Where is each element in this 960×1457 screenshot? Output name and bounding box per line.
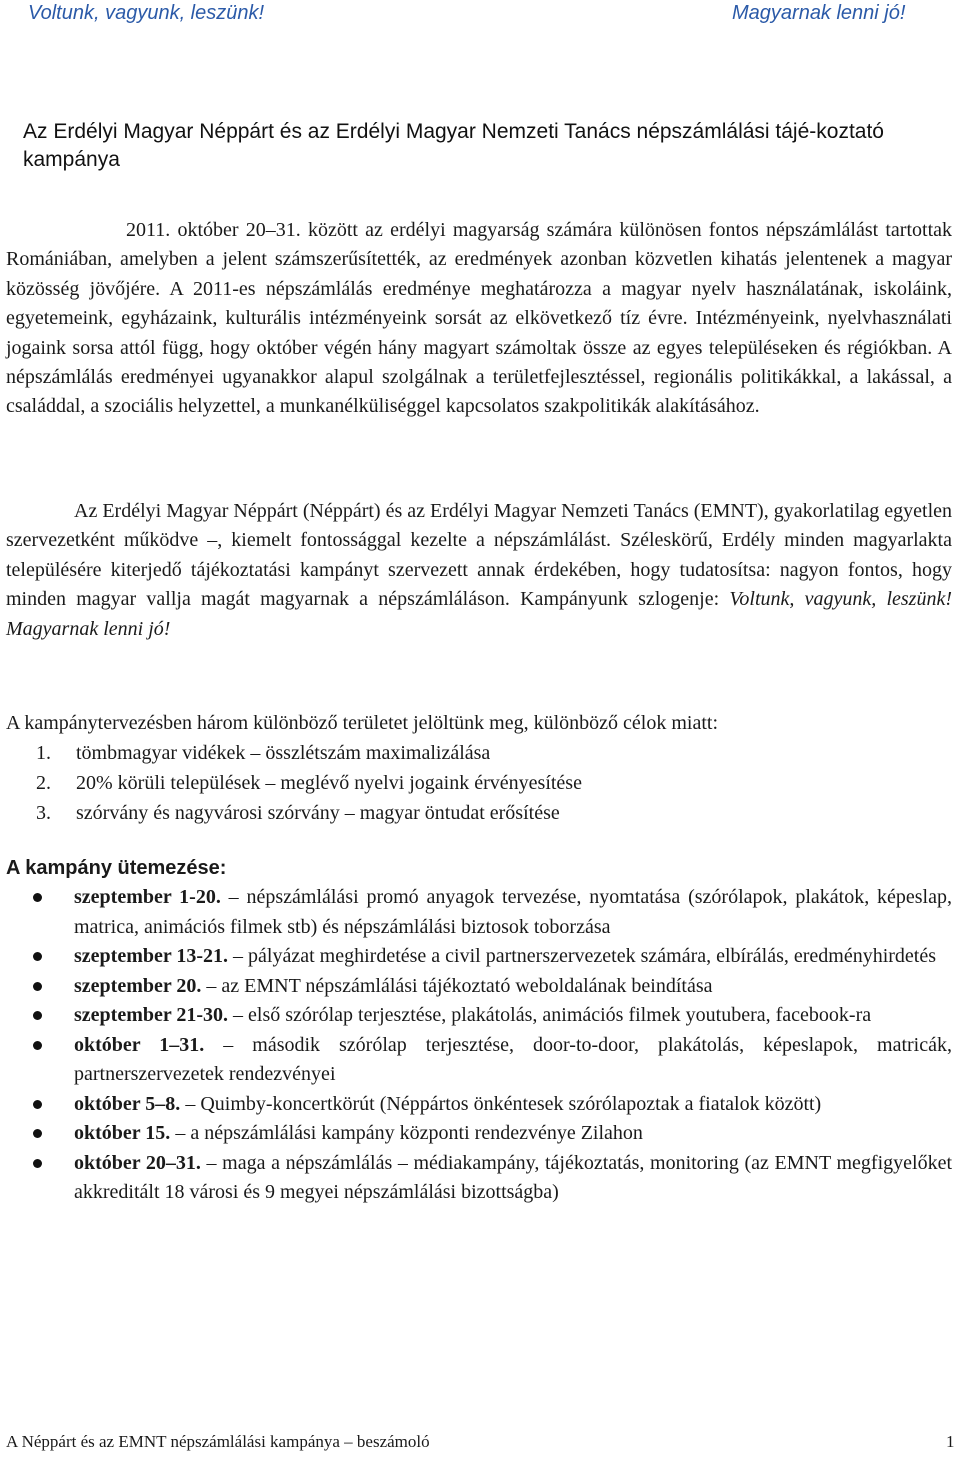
schedule-text: – az EMNT népszámlálási tájékoztató weboldalának beindítása <box>201 974 713 997</box>
schedule-text: – a népszámlálási kampány központi rendezvénye Zilahon <box>170 1122 643 1144</box>
bullet-icon <box>33 952 42 961</box>
schedule-text: – első szórólap terjesztése, plakátolás, animációs filmek youtubera, facebook-ra <box>228 1004 872 1026</box>
schedule-text: – második szórólap terjesztése, door-to-door, plakátolás, képeslapok, matricák, partnerszervezetek rendezvényei <box>74 1033 952 1085</box>
list-item <box>36 798 582 828</box>
document-title: Az Erdélyi Magyar Néppárt és az Erdélyi Magyar Nemzeti Tanács népszámlálási tájé-koztató kampánya <box>23 120 884 171</box>
list-number: 3. <box>36 802 51 824</box>
footer-title: A Néppárt és az EMNT népszámlálási kampánya – beszámoló <box>6 1432 430 1451</box>
schedule-date: október 5–8. <box>74 1092 181 1115</box>
schedule-date: szeptember 13-21. <box>74 945 229 967</box>
list-text: szórvány és nagyvárosi szórvány – magyar öntudat erősítése <box>76 802 560 824</box>
list-number: 1. <box>36 742 51 764</box>
schedule-item <box>6 1031 952 1090</box>
schedule-date: szeptember 21-30. <box>74 1004 229 1026</box>
header-slogan-right: Magyarnak lenni jó! <box>732 2 906 24</box>
schedule-date: október 1–31. <box>74 1033 205 1056</box>
page-number: 1 <box>946 1432 955 1451</box>
bullet-icon <box>33 1129 42 1138</box>
schedule-text: – népszámlálási promó anyagok tervezése, nyomtatása (szórólapok, plakátok, képeslap, matrica, animációs filmek stb) és népszámlálási biztosok toborzása <box>74 886 952 938</box>
bullet-icon <box>33 1159 42 1168</box>
bullet-icon <box>33 893 42 902</box>
schedule-date: szeptember 1-20. <box>74 886 221 908</box>
paragraph-intro: 2011. október 20–31. között az erdélyi magyarság számára különösen fontos népszámlálást tartottak Romániában, amelyben a jelent számszerűsítették, az eredmények azonban közvetlen kihatás jelentenek a magyar közösség jövőjére. A 2011-es népszámlálás eredménye meghatározza a magyar nyelv használatának, iskoláink, egyetemeink, egyházaink, kulturális intézményeink sorsát az elkövetkező tíz évre. Intézményeink, nyelvhasználati jogaink sorsa attól függ, hogy október végén hány magyart számoltak össze az egyes településeken és régiókban. A népszámlálás eredményei ugyanakkor alapul szolgálnak a területfejlesztéssel, regionális politikákkal, a lakással, a családdal, a szociális helyzettel, a munkanélküliséggel kapcsolatos szakpolitikák alakításához. <box>6 219 952 418</box>
bullet-icon <box>33 1011 42 1020</box>
list-item <box>36 768 582 798</box>
schedule-item <box>6 1149 952 1208</box>
schedule-text: – maga a népszámlálás – médiakampány, tájékoztatás, monitoring (az EMNT megfigyelőket akkreditált 18 városi és 9 megyei népszámlálási bizottságba) <box>74 1151 952 1203</box>
bullet-icon <box>33 1041 42 1050</box>
schedule-date: október 20–31. <box>74 1151 201 1174</box>
list-text: 20% körüli települések – meglévő nyelvi jogaink érvényesítése <box>76 772 582 794</box>
campaign-slogan: Voltunk, vagyunk, leszünk! Magyarnak lenni jó! <box>6 588 952 640</box>
paragraph-organizations-text: Az Erdélyi Magyar Néppárt (Néppárt) és az Erdélyi Magyar Nemzeti Tanács (EMNT), gyakorlatilag egyetlen szervezetként működve –, kiemelt fontossággal kezelte a népszámlálást. Széleskörű, Erdély minden magyarlakta településére kiterjedő tájékoztatási kampányt szervezett annak érdekében, hogy tudatosítsa: nagyon fontos, hogy minden magyar vallja magát magyarnak a népszámláláson. Kampányunk szlogenje: <box>6 500 952 611</box>
schedule-item <box>6 883 952 942</box>
schedule-text: – pályázat meghirdetése a civil partnerszervezetek számára, elbírálás, eredményhirdetés <box>228 945 937 967</box>
schedule-text: – Quimby-koncertkörút (Néppártos önkéntesek szórólapoztak a fiatalok között) <box>180 1092 822 1115</box>
bullet-icon <box>33 982 42 991</box>
schedule-item <box>6 1090 952 1120</box>
list-number: 2. <box>36 772 51 794</box>
schedule-heading: A kampány ütemezése: <box>6 857 227 879</box>
schedule-item <box>6 1119 952 1149</box>
schedule-item <box>6 1001 952 1031</box>
schedule-date: szeptember 20. <box>74 974 202 997</box>
list-item <box>36 738 582 768</box>
areas-intro: A kampánytervezésben három különböző területet jelöltünk meg, különböző célok miatt: <box>6 712 719 734</box>
schedule-item <box>6 942 952 972</box>
paragraph-organizations <box>6 497 952 644</box>
schedule-item <box>6 972 952 1002</box>
schedule-list <box>6 883 952 1208</box>
bullet-icon <box>33 1100 42 1109</box>
schedule-date: október 15. <box>74 1122 171 1144</box>
list-text: tömbmagyar vidékek – összlétszám maximalizálása <box>76 742 491 764</box>
areas-list <box>36 738 582 828</box>
header-slogan-left: Voltunk, vagyunk, leszünk! <box>28 2 265 24</box>
